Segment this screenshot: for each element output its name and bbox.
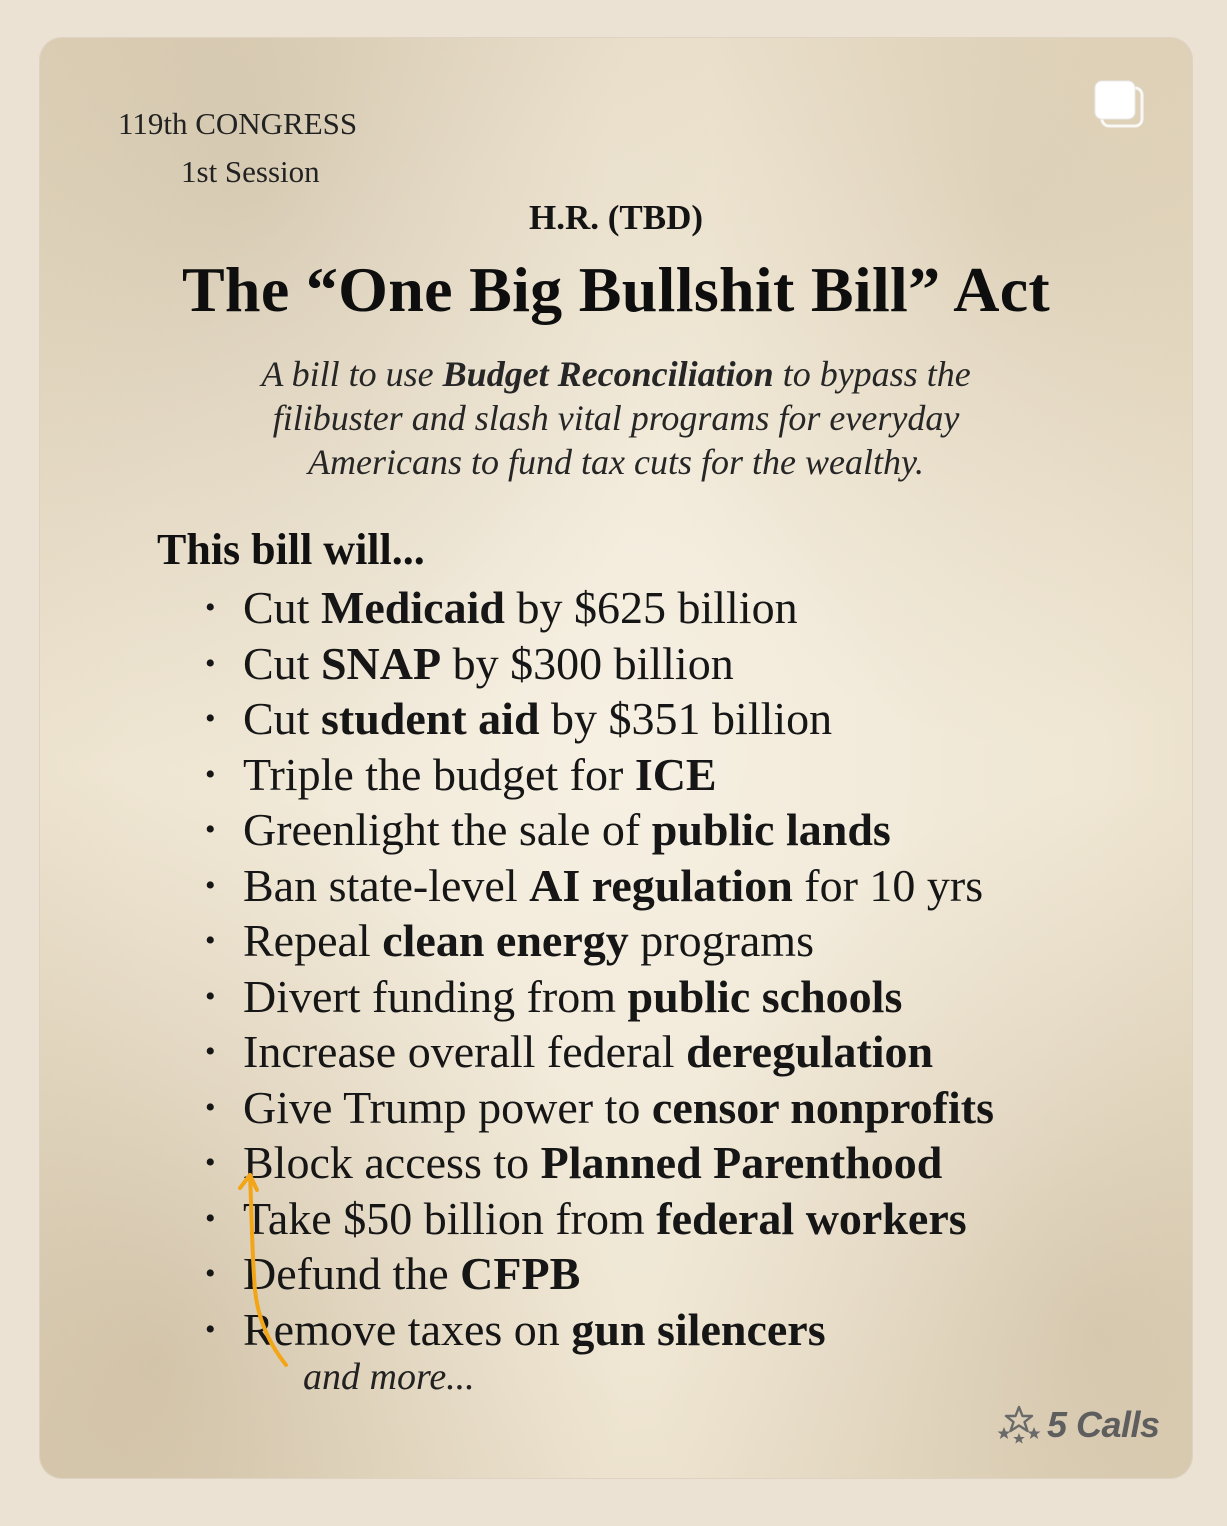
congress-label: 119th CONGRESS xyxy=(118,106,358,141)
description-line-2: filibuster and slash vital programs for everyday xyxy=(272,398,960,438)
stars-icon xyxy=(995,1405,1043,1445)
list-item-emphasis: public lands xyxy=(651,804,891,855)
list-item xyxy=(205,1135,994,1191)
description-line-3: Americans to fund tax cuts for the wealthy. xyxy=(308,442,924,482)
and-more-text: and more... xyxy=(303,1356,475,1398)
list-item-emphasis: public schools xyxy=(627,970,903,1022)
list-item xyxy=(205,1024,994,1080)
list-item xyxy=(205,858,994,914)
description-line-1: A bill to use Budget Reconciliation to bypass the xyxy=(261,354,971,394)
provisions-list xyxy=(205,580,994,1357)
list-item-emphasis: gun silencers xyxy=(571,1303,826,1355)
list-item-emphasis: Medicaid xyxy=(320,582,505,633)
list-item xyxy=(205,1191,994,1247)
list-item-text: Greenlight the sale of public lands xyxy=(243,804,891,855)
bullet-point: • xyxy=(205,924,216,957)
list-item xyxy=(205,636,994,692)
list-item-text: Cut SNAP by $300 billion xyxy=(243,637,734,689)
bullet-point: • xyxy=(205,646,216,680)
list-item-text: Ban state-level AI regulation for 10 yrs xyxy=(243,859,984,911)
list-item-emphasis: clean energy xyxy=(382,915,629,966)
list-item-emphasis: deregulation xyxy=(686,1026,934,1077)
list-item xyxy=(205,1246,994,1302)
bill-document xyxy=(40,38,1192,1478)
list-item xyxy=(205,913,994,969)
bullet-point: • xyxy=(205,1035,216,1068)
bullet-point: • xyxy=(205,1201,216,1235)
bullet-point: • xyxy=(205,868,216,902)
session-label: 1st Session xyxy=(181,154,320,189)
bill-description xyxy=(190,352,1042,484)
list-item xyxy=(205,802,994,858)
list-item-emphasis: AI regulation xyxy=(529,859,793,911)
bullet-point: • xyxy=(205,591,216,624)
list-item-emphasis: SNAP xyxy=(320,637,442,689)
logo-text: 5 Calls xyxy=(1047,1404,1160,1445)
list-item xyxy=(205,747,994,803)
list-item-emphasis: censor nonprofits xyxy=(651,1081,994,1133)
bullet-point: • xyxy=(205,813,216,846)
bullet-point: • xyxy=(205,1146,216,1179)
bullet-point: • xyxy=(205,702,216,735)
list-item-text: Increase overall federal deregulation xyxy=(243,1026,934,1077)
list-item-text: Take $50 billion from federal workers xyxy=(243,1192,967,1244)
list-item-text: Triple the budget for ICE xyxy=(243,748,717,800)
list-item-text: Defund the CFPB xyxy=(243,1248,581,1299)
list-item-text: Give Trump power to censor nonprofits xyxy=(243,1081,994,1133)
list-heading: This bill will... xyxy=(157,525,425,574)
multiple-images-icon[interactable] xyxy=(1092,78,1148,130)
five-calls-logo xyxy=(995,1404,1160,1446)
bullet-point: • xyxy=(205,1312,216,1346)
list-item-emphasis: Planned Parenthood xyxy=(540,1137,943,1188)
description-emphasis: Budget Reconciliation xyxy=(442,354,774,394)
list-item xyxy=(205,969,994,1025)
bullet-point: • xyxy=(205,1257,216,1290)
list-item-text: Remove taxes on gun silencers xyxy=(243,1303,826,1355)
list-item-emphasis: CFPB xyxy=(460,1248,581,1299)
list-item xyxy=(205,580,994,636)
bullet-point: • xyxy=(205,757,216,791)
list-item-emphasis: federal workers xyxy=(656,1192,967,1244)
list-item-emphasis: student aid xyxy=(320,693,540,744)
list-item-text: Repeal clean energy programs xyxy=(243,915,814,966)
bill-number: H.R. (TBD) xyxy=(528,198,704,237)
list-item-emphasis: ICE xyxy=(634,748,717,800)
bill-title: The “One Big Bullshit Bill” Act xyxy=(181,254,1051,325)
list-item xyxy=(205,1302,994,1358)
list-item-text: Cut Medicaid by $625 billion xyxy=(243,582,798,633)
bullet-point: • xyxy=(205,1090,216,1124)
list-item xyxy=(205,691,994,747)
list-item-text: Divert funding from public schools xyxy=(243,970,903,1022)
list-item-text: Block access to Planned Parenthood xyxy=(243,1137,943,1188)
list-item xyxy=(205,1080,994,1136)
list-item-text: Cut student aid by $351 billion xyxy=(243,693,833,744)
bullet-point: • xyxy=(205,979,216,1013)
